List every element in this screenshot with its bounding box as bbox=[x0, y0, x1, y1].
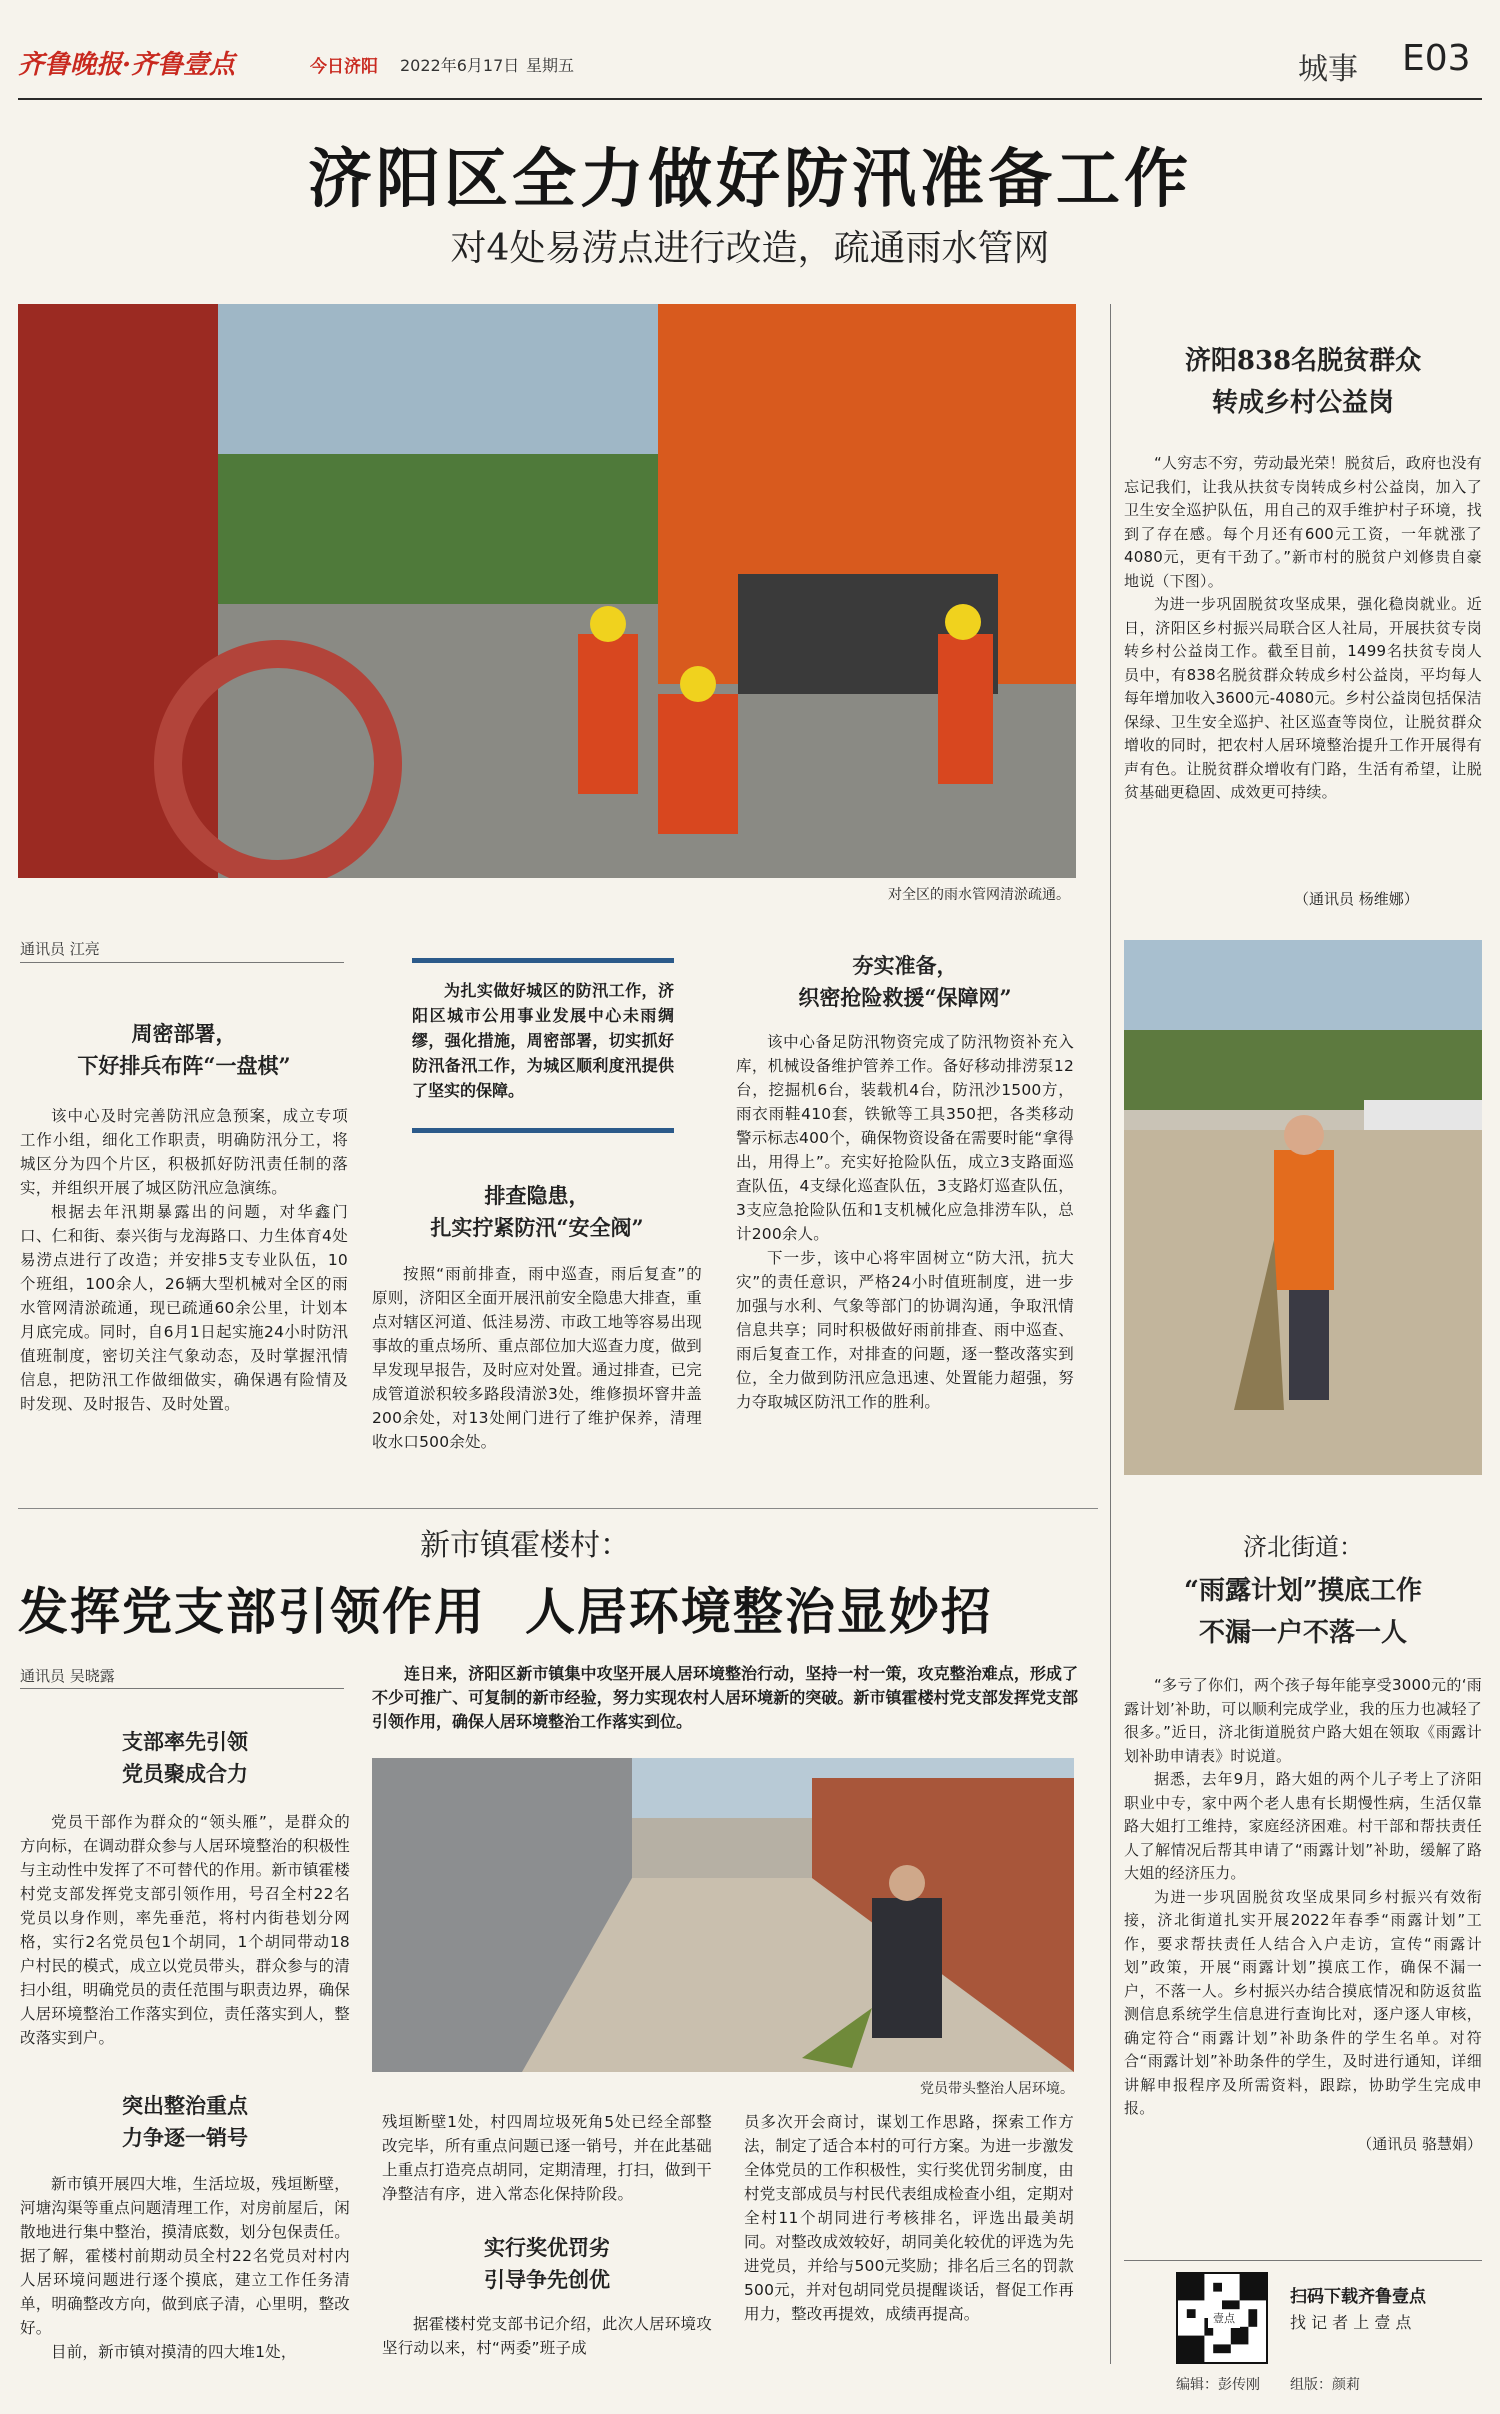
lead-sec2-title: 排查隐患， 扎实拧紧防汛“安全阀” bbox=[430, 1183, 644, 1240]
lead-sec1-title: 周密部署， 下好排兵布阵“一盘棋” bbox=[77, 1021, 291, 1078]
story2-col-2 bbox=[382, 2110, 712, 2360]
editor-credit: 编辑：彭传刚 bbox=[1176, 2377, 1260, 2393]
side2-body: “多亏了你们，两个孩子每年能享受3000元的‘雨露计划’补助，可以顺利完成学业，我的压力也减轻了很多。”近日，济北街道脱贫户路大姐在领取《雨露计划补助申请表》时说道。 据悉，去年9月，路大姐的两个儿子考上了济阳职业中专，家中两个老人患有长期慢性病，生活仅靠路大姐打工维持，家庭经济困难。村干部和帮扶责任人了解情况后帮其申请了“雨露计划”补助，缓解了路大姐的经济压力。 为进一步巩固脱贫攻坚成果同乡村振兴有效衔接，济北街道扎实开展2022年春季“雨露计划”工作，要求帮扶责任人结合入户走访，宣传“雨露计划”政策，开展“雨露计划”摸底工作，确保不漏一户，不落一人。乡村振兴办结合摸底情况和防返贫监测信息系统学生信息进行查询比对，逐户逐人审核，确定符合“雨露计划”补助条件的学生名单。对符合“雨露计划”补助条件的学生，及时进行通知，详细讲解申报程序及所需资料，跟踪，协助学生完成申报。 bbox=[1124, 1676, 1482, 2117]
story2-sec1-body: 党员干部作为群众的“领头雁”，是群众的方向标，在调动群众参与人居环境整治的积极性与主动性中发挥了不可替代的作用。新市镇霍楼村党支部发挥党支部引领作用，号召全村22名党员以身作则，率先垂范，将村内街巷划分网格，实行2名党员包1个胡同，1个胡同带动18户村民的模式，成立以党员带头，群众参与的清扫小组，明确党员的责任范围与职责边界，确保人居环境整治工作落实到位，责任落实到人，整改落实到户。 bbox=[20, 1813, 350, 2047]
lead-headline: 济阳区全力做好防汛准备工作 bbox=[308, 142, 1192, 217]
side2-title: “雨露计划”摸底工作 不漏一户不落一人 bbox=[1184, 1576, 1422, 1648]
lead-sec3-title: 夯实准备， 织密抢险救援“保障网” bbox=[798, 953, 1012, 1010]
lead-subhead: 对4处易涝点进行改造，疏通雨水管网 bbox=[450, 228, 1050, 269]
side1-article bbox=[1124, 340, 1482, 908]
side1-photo bbox=[1124, 940, 1482, 1475]
story2-headline: 发挥党支部引领作用 人居环境整治显妙招 bbox=[18, 1582, 993, 1641]
intro-box-top bbox=[412, 958, 674, 963]
lead-photo-caption: 对全区的雨水管网清淤疏通。 bbox=[888, 887, 1070, 903]
story2-byline-rule bbox=[20, 1688, 344, 1689]
section-tag: 今日济阳 bbox=[310, 57, 378, 77]
story2-col2-body: 残垣断壁1处，村四周垃圾死角5处已经全部整改完毕，所有重点问题已逐一销号，并在此基础上重点打造亮点胡同，定期清理，打扫，做到干净整洁有序，进入常态化保持阶段。 bbox=[382, 2113, 712, 2203]
story2-sec3-title: 实行奖优罚劣 引导争先创优 bbox=[484, 2235, 610, 2292]
lead-col-1 bbox=[20, 1018, 348, 1416]
designer-credit: 组版：颜莉 bbox=[1290, 2377, 1360, 2393]
story2-sec2-title: 突出整治重点 力争逐一销号 bbox=[122, 2093, 248, 2150]
lead-col-3 bbox=[736, 950, 1074, 1414]
issue-date: 2022年6月17日 bbox=[400, 56, 520, 75]
side2-kicker: 济北街道： bbox=[1243, 1533, 1363, 1561]
masthead bbox=[18, 38, 1482, 94]
story2-col-1 bbox=[20, 1726, 350, 2364]
lead-col-2 bbox=[372, 1180, 702, 1454]
qr-line-2: 找 记 者 上 壹 点 bbox=[1290, 2313, 1412, 2332]
lead-byline: 通讯员 江亮 bbox=[20, 940, 100, 958]
story2-col-3 bbox=[744, 2110, 1074, 2326]
lead-photo bbox=[18, 304, 1076, 878]
story2-sec1-title: 支部率先引领 党员聚成合力 bbox=[122, 1729, 248, 1786]
lead-sec1-body: 该中心及时完善防汛应急预案，成立专项工作小组，细化工作职责，明确防汛分工，将城区分为四个片区，积极抓好防汛责任制的落实，并组织开展了城区防汛应急演练。 根据去年汛期暴露出的问题，对华鑫门口、仁和街、泰兴街与龙海路口、力生体育4处易涝点进行了改造；并安排5支专业队伍，10个班组，100余人，26辆大型机械对全区的雨水管网清淤疏通，现已疏通60余公里，计划本月底完成。同时，自6月1日起实施24小时防汛值班制度，密切关注气象动态，及时掌握汛情信息，把防汛工作做细做实，确保遇有险情及时发现、及时报告、及时处置。 bbox=[20, 1107, 348, 1413]
story2-photo-caption: 党员带头整治人居环境。 bbox=[920, 2081, 1074, 2097]
masthead-rule bbox=[18, 98, 1482, 100]
story2-col3-body: 员多次开会商讨，谋划工作思路，探索工作方法，制定了适合本村的可行方案。为进一步激发全体党员的工作积极性，实行奖优罚劣制度，由村党支部成员与村民代表组成检查小组，定期对全村11个胡同进行考核排名，评选出最美胡同。对整改成效较好，胡同美化较优的评选为先进党员，并给与500元奖励；排名后三名的罚款500元，并对包胡同党员提醒谈话，督促工作再用力，整改再提效，成绩再提高。 bbox=[744, 2113, 1074, 2323]
side1-byline: （通讯员 杨维娜） bbox=[1294, 890, 1419, 908]
section-name: 城事 bbox=[1298, 52, 1358, 87]
side1-body: “人穷志不穷，劳动最光荣！脱贫后，政府也没有忘记我们，让我从扶贫专岗转成乡村公益岗，加入了卫生安全巡护队伍，用自己的双手维护村子环境，找到了存在感。每个月还有600元工资，一年就涨了4080元，更有干劲了。”新市村的脱贫户刘修贵自豪地说（下图）。 为进一步巩固脱贫攻坚成果，强化稳岗就业。近日，济阳区乡村振兴局联合区人社局，开展扶贫专岗转乡村公益岗工作。截至目前，1499名扶贫专岗人员中，有838名脱贫群众转成乡村公益岗，平均每人每年增加收入3600元-4080元。乡村公益岗包括保洁保绿、卫生安全巡护、社区巡查等岗位，让脱贫群众增收的同时，把农村人居环境整治提升工作开展得有声有色。让脱贫群众增收有门路，生活有希望，让脱贫基础更稳固、成效更可持续。 bbox=[1124, 454, 1482, 801]
story2-photo bbox=[372, 1758, 1074, 2072]
story2-byline: 通讯员 吴晓露 bbox=[20, 1667, 115, 1685]
sidebar-divider bbox=[1110, 304, 1111, 2364]
lead-sec2-body: 按照“雨前排查，雨中巡查，雨后复查”的原则，济阳区全面开展汛前安全隐患大排查，重点对辖区河道、低洼易涝、市政工地等容易出现事故的重点场所、重点部位加大巡查力度，做到早发现早报告，及时应对处置。通过排查，已完成管道淤积较多路段清淤3处，维修损坏窨井盖200余处，对13处闸门进行了维护保养，清理收水口500余处。 bbox=[372, 1265, 702, 1451]
intro-box-bottom bbox=[412, 1128, 674, 1133]
side2-article bbox=[1124, 1530, 1482, 2154]
paper-logo: 齐鲁晚报·齐鲁壹点 bbox=[18, 50, 236, 80]
byline-rule bbox=[20, 962, 344, 963]
lead-intro: 为扎实做好城区的防汛工作，济阳区城市公用事业发展中心未雨绸缪，强化措施，周密部署，切实抓好防汛备汛工作，为城区顺利度汛提供了坚实的保障。 bbox=[412, 981, 674, 1100]
lead-sec3-body: 该中心备足防汛物资完成了防汛物资补充入库，机械设备维护管养工作。备好移动排涝泵12台，挖掘机6台，装载机4台，防汛沙1500方，雨衣雨鞋410套，铁锨等工具350把，各类移动警示标志400个，确保物资设备在需要时能“拿得出，用得上”。充实好抢险队伍，成立3支路面巡查队伍，4支绿化巡查队伍，3支路灯巡查队伍，3支应急抢险队伍和1支机械化应急排涝车队，总计200余人。 下一步，该中心将牢固树立“防大汛，抗大灾”的责任意识，严格24小时值班制度，进一步加强与水利、气象等部门的协调沟通，争取汛情信息共享；同时积极做好雨前排查、雨中巡查、雨后复查工作，对排查的问题，逐一整改落实到位，全力做到防汛应急迅速、处置能力超强，努力夺取城区防汛工作的胜利。 bbox=[736, 1033, 1074, 1411]
side1-title: 济阳838名脱贫群众 转成乡村公益岗 bbox=[1184, 346, 1422, 418]
qr-center-label: 壹点 bbox=[1208, 2310, 1240, 2328]
qr-line-1: 扫码下载齐鲁壹点 bbox=[1290, 2287, 1426, 2307]
side2-byline: （通讯员 骆慧娟） bbox=[1357, 2134, 1482, 2153]
story2-lead: 连日来，济阳区新市镇集中攻坚开展人居环境整治行动，坚持一村一策，攻克整治难点，形成了不少可推广、可复制的新市经验，努力实现农村人居环境新的突破。新市镇霍楼村党支部发挥党支部引领作用，确保人居环境整治工作落实到位。 bbox=[372, 1664, 1078, 1731]
story2-kicker: 新市镇霍楼村： bbox=[420, 1528, 630, 1563]
story2-sec2-body: 新市镇开展四大堆，生活垃圾，残垣断壁，河塘沟渠等重点问题清理工作，对房前屋后，闲散地进行集中整治，摸清底数，划分包保责任。据了解，霍楼村前期动员全村22名党员对村内人居环境问题进行逐个摸底，建立工作任务清单，明确整改方向，做到底子清，心里明，整改好。 目前，新市镇对摸清的四大堆1处， bbox=[20, 2175, 350, 2361]
story2-sec3-body: 据霍楼村党支部书记介绍，此次人居环境攻坚行动以来，村“两委”班子成 bbox=[382, 2315, 712, 2357]
qr-rule bbox=[1124, 2260, 1482, 2261]
issue-weekday: 星期五 bbox=[526, 56, 575, 75]
story2-top-rule bbox=[18, 1508, 1098, 1509]
qr-code[interactable] bbox=[1176, 2272, 1268, 2364]
page-number: E03 bbox=[1402, 38, 1471, 79]
